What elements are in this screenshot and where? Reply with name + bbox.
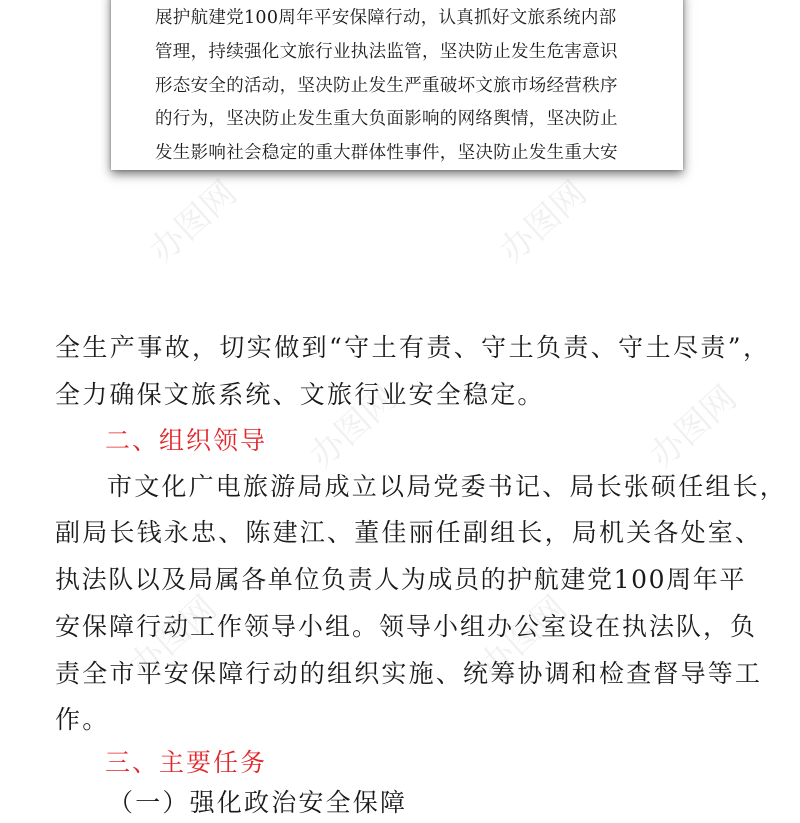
text-line: 全生产事故，切实做到“守土有责、守土负责、守土尽责”， [55,333,771,362]
watermark: 办图网 [142,173,245,272]
subsection-heading-partial: （一）强化政治安全保障 [108,788,408,817]
document-card [111,0,683,170]
text-line: 安保障行动工作领导小组。领导小组办公室设在执法队，负 [55,612,758,641]
card-line: 发生影响社会稳定的重大群体性事件，坚决防止发生重大安 [155,143,618,164]
watermark: 办图网 [492,173,595,272]
card-line: 展护航建党100周年平安保障行动，认真抓好文旅系统内部 [155,8,617,28]
text-line: 执法队以及局属各单位负责人为成员的护航建党100周年平 [55,565,746,594]
section-heading-organization: 二、组织领导 [105,426,268,455]
text-line: 作。 [55,705,110,734]
watermark: 办图网 [472,588,575,687]
card-line: 的行为，坚决防止发生重大负面影响的网络舆情，坚决防止 [155,109,618,130]
text-line: 全力确保文旅系统、文旅行业安全稳定。 [55,380,545,409]
card-line: 管理，持续强化文旅行业执法监管，坚决防止发生危害意识 [155,41,618,62]
watermark: 办图网 [302,378,405,477]
card-text-block [155,2,665,171]
watermark: 办图网 [122,588,225,687]
watermark: 办图网 [642,378,745,477]
text-line: 市文化广电旅游局成立以局党委书记、局长张硕任组长， [107,472,788,501]
text-line: 责全市平安保障行动的组织实施、统筹协调和检查督导等工 [55,659,763,688]
card-line: 形态安全的活动，坚决防止发生严重破坏文旅市场经营秩序 [155,75,618,96]
section-heading-main-tasks: 三、主要任务 [105,748,268,777]
text-line: 副局长钱永忠、陈建江、董佳丽任副组长，局机关各处室、 [55,518,763,547]
